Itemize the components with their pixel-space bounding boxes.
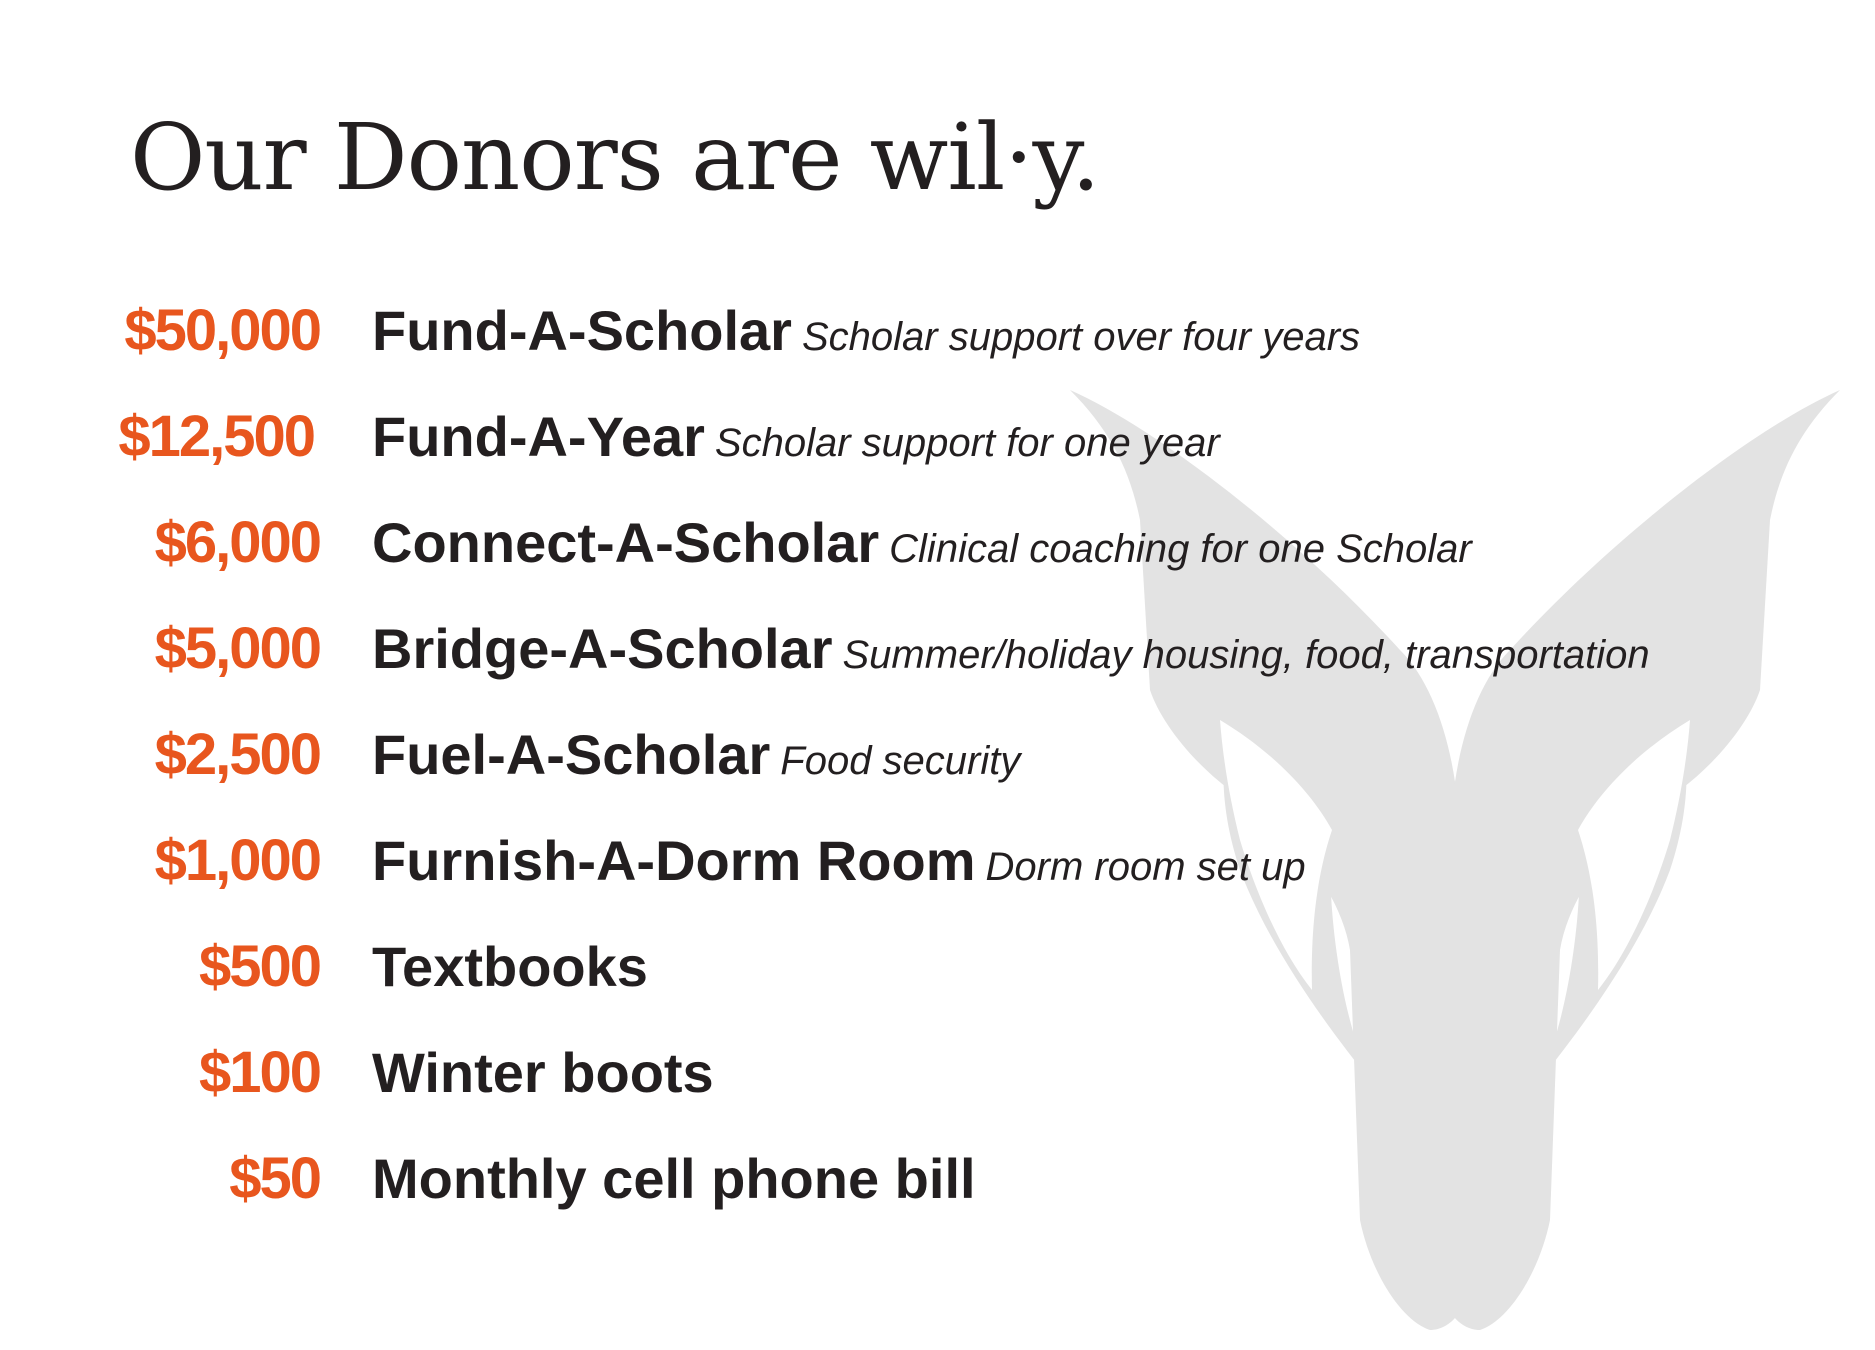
tier-name: Connect-A-Scholar (372, 511, 880, 574)
tier-row (0, 384, 1875, 490)
tier-amount: $1,000 (154, 828, 320, 893)
tier-text (372, 914, 658, 1035)
tier-name: Furnish-A-Dorm Room (372, 829, 976, 892)
tier-description: Dorm room set up (985, 845, 1306, 889)
tier-description: Scholar support over four years (801, 315, 1361, 359)
tier-description: Summer/holiday housing, food, transportation (842, 633, 1650, 677)
tier-name: Fuel-A-Scholar (372, 723, 771, 786)
tier-row (0, 278, 1875, 384)
tier-row (0, 1126, 1875, 1232)
tier-amount: $50,000 (124, 298, 320, 363)
tier-name: Fund-A-Year (372, 405, 705, 468)
tier-row (0, 914, 1875, 1020)
tier-name: Monthly cell phone bill (372, 1147, 976, 1210)
tier-name: Textbooks (372, 935, 648, 998)
tier-name: Winter boots (372, 1041, 714, 1104)
tier-text (372, 278, 1360, 399)
tier-description: Clinical coaching for one Scholar (889, 527, 1472, 571)
tier-row (0, 808, 1875, 914)
tier-text (372, 384, 1220, 505)
tier-amount: $500 (198, 934, 320, 999)
tier-amount: $6,000 (154, 510, 320, 575)
tier-row (0, 1020, 1875, 1126)
page-title: Our Donors are wil·y. (130, 104, 1100, 211)
tier-amount: $100 (198, 1040, 320, 1105)
tier-amount: $2,500 (154, 722, 320, 787)
tier-text (372, 490, 1472, 611)
tier-row (0, 702, 1875, 808)
tier-text (372, 1126, 986, 1247)
tier-text (372, 596, 1650, 717)
tier-amount: $50 (229, 1146, 320, 1211)
tier-description: Scholar support for one year (714, 421, 1220, 465)
tier-name: Bridge-A-Scholar (372, 617, 833, 680)
tier-amount: $12,500 (118, 404, 314, 469)
tier-name: Fund-A-Scholar (372, 299, 792, 362)
tier-amount: $5,000 (154, 616, 320, 681)
tier-text (372, 808, 1306, 929)
tier-row (0, 596, 1875, 702)
tier-description: Food security (780, 739, 1021, 783)
tier-text (372, 702, 1020, 823)
tier-text (372, 1020, 724, 1141)
tier-row (0, 490, 1875, 596)
